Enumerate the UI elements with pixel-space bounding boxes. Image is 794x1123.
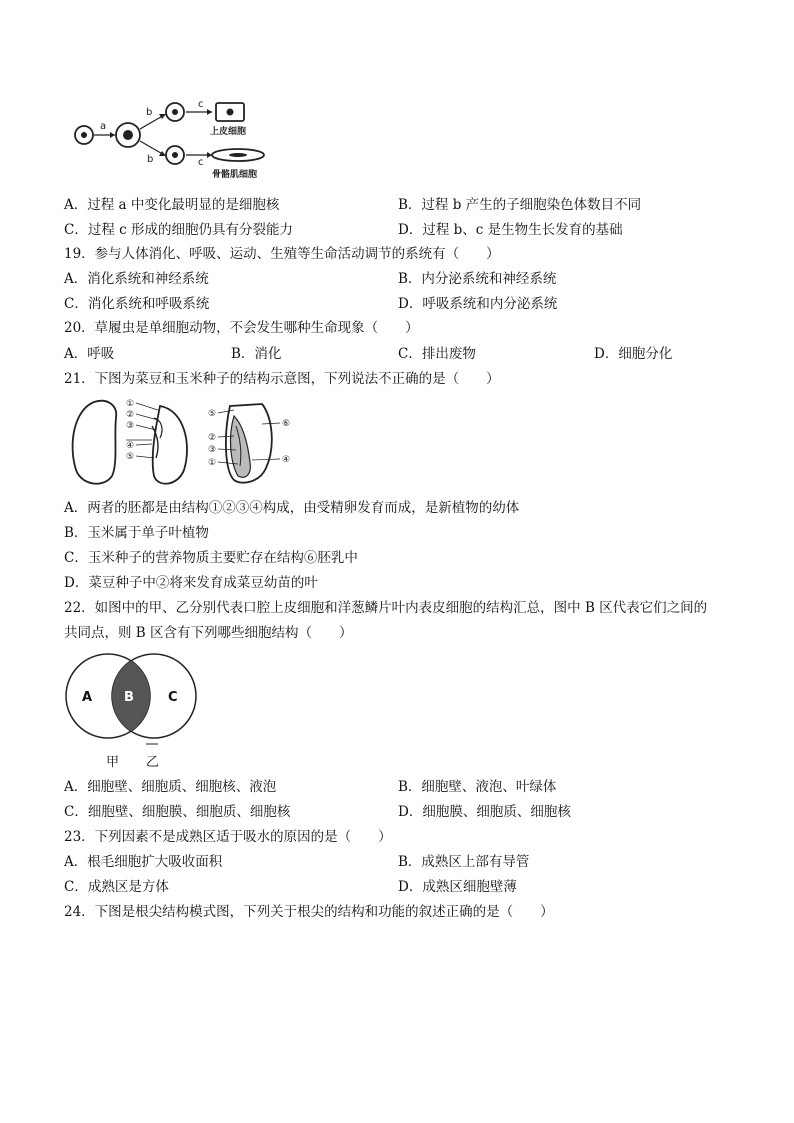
stem-cell-nucleus (81, 132, 87, 138)
label-yi: 乙 (146, 755, 160, 770)
q20-option-d: D．细胞分化 (594, 346, 673, 362)
venn-diagram (62, 648, 202, 772)
label-c-down: c (198, 157, 204, 168)
q24-stem: 24．下图是根尖结构模式图，下列关于根尖的结构和功能的叙述正确的是（ ） (64, 904, 554, 920)
svg-text:①: ① (208, 458, 217, 468)
bean-labels (126, 399, 134, 462)
q21-option-c: C．玉米种子的营养物质主要贮存在结构⑥胚乳中 (64, 550, 358, 566)
q18-option-c: C．过程 c 形成的细胞仍具有分裂能力 (64, 222, 293, 238)
bean-seed-coat (73, 401, 117, 484)
svg-text:①: ① (126, 399, 135, 409)
q23-option-b: B．成熟区上部有导管 (398, 854, 530, 870)
q18-option-a: A．过程 a 中变化最明显的是细胞核 (64, 197, 280, 213)
q23-option-d: D．成熟区细胞壁薄 (398, 879, 517, 895)
svg-text:④: ④ (126, 441, 135, 451)
q22-stem-line1: 22．如图中的甲、乙分别代表口腔上皮细胞和洋葱鳞片叶内表皮细胞的结构汇总，图中 B 区代表它们之间的 (64, 600, 708, 616)
q23-option-a: A．根毛细胞扩大吸收面积 (64, 854, 223, 870)
venn-label-c: C (168, 690, 178, 705)
q21-option-b: B．玉米属于单子叶植物 (64, 525, 209, 541)
q20-option-c: C．排出废物 (398, 346, 476, 362)
q21-option-d: D．菜豆种子中②将来发育成菜豆幼苗的叶 (64, 575, 318, 591)
q18-option-b: B．过程 b 产生的子细胞染色体数目不同 (398, 197, 642, 213)
svg-text:②: ② (208, 433, 217, 443)
svg-text:⑤: ⑤ (208, 409, 217, 419)
svg-text:③: ③ (126, 421, 135, 431)
label-b-down: b (147, 154, 154, 165)
enlarged-cell-nucleus (123, 130, 133, 140)
q22-option-c: C．细胞壁、细胞膜、细胞质、细胞核 (64, 804, 291, 820)
venn-label-a: A (82, 690, 93, 705)
q22-stem-line2: 共同点，则 B 区含有下列哪些细胞结构（ ） (64, 625, 353, 641)
q20-stem: 20．草履虫是单细胞动物，不会发生哪种生命现象（ ） (64, 320, 419, 336)
q19-option-d: D．呼吸系统和内分泌系统 (398, 296, 558, 312)
q20-option-a: A．呼吸 (64, 346, 115, 362)
q20-option-b: B．消化 (231, 346, 282, 362)
q21-stem: 21．下图为菜豆和玉米种子的结构示意图，下列说法不正确的是（ ） (64, 371, 500, 387)
q23-stem: 23．下列因素不是成熟区适于吸水的原因的是（ ） (64, 829, 392, 845)
label-b-up: b (146, 107, 153, 118)
svg-text:⑤: ⑤ (126, 452, 135, 462)
skeletal-muscle-cell-label: 骨骼肌细胞 (212, 170, 258, 180)
svg-text:②: ② (126, 410, 135, 420)
epithelial-cell-label: 上皮细胞 (210, 127, 247, 137)
venn-label-b: B (124, 690, 134, 705)
q21-option-a: A．两者的胚都是由结构①②③④构成，由受精卵发育而成，是新植物的幼体 (64, 500, 520, 516)
q22-option-b: B．细胞壁、液泡、叶绿体 (398, 779, 557, 795)
label-c-up: c (198, 99, 204, 110)
q22-option-d: D．细胞膜、细胞质、细胞核 (398, 804, 571, 820)
q19-stem: 19．参与人体消化、呼吸、运动、生殖等生命活动调节的系统有（ ） (64, 246, 500, 262)
q19-option-c: C．消化系统和呼吸系统 (64, 296, 210, 312)
q22-option-a: A．细胞壁、细胞质、细胞核、液泡 (64, 779, 277, 795)
q18-option-d: D．过程 b、c 是生物生长发育的基础 (398, 222, 623, 238)
svg-text:④: ④ (282, 455, 291, 465)
q19-option-b: B．内分泌系统和神经系统 (398, 271, 557, 287)
cell-differentiation-figure (70, 92, 280, 182)
label-a: a (100, 121, 107, 132)
label-jia: 甲 (106, 755, 120, 770)
seed-structure-figure (66, 396, 306, 492)
svg-text:⑥: ⑥ (282, 419, 291, 429)
q23-option-c: C．成熟区是方体 (64, 879, 169, 895)
svg-text:③: ③ (208, 445, 217, 455)
q19-option-a: A．消化系统和神经系统 (64, 271, 209, 287)
